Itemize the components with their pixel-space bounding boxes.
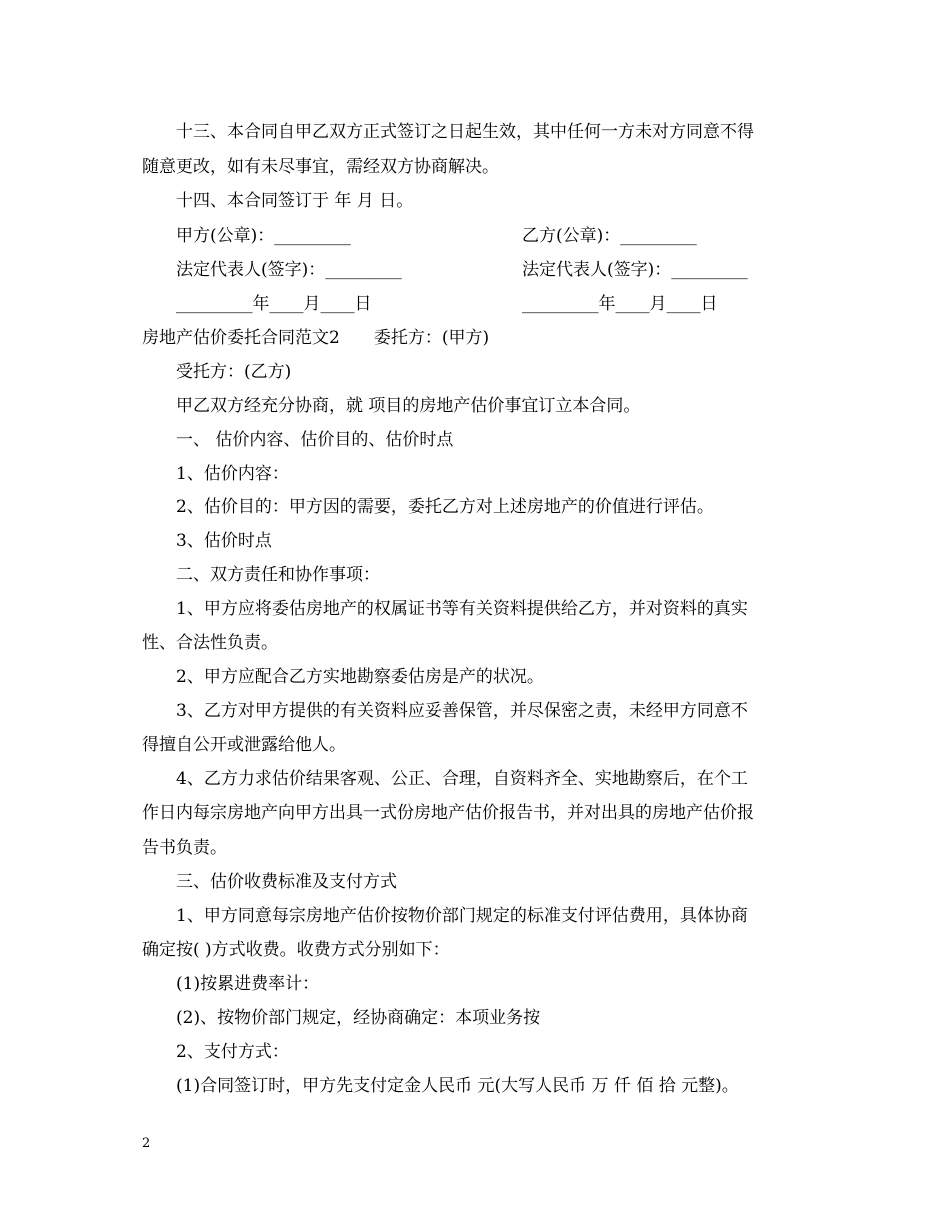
party-b-representative: 法定代表人(签字)：_________ bbox=[522, 260, 748, 280]
section-1-item-2: 2、估价目的：甲方因的需要，委托乙方对上述房地产的价值进行评估。 bbox=[176, 497, 714, 517]
party-a-seal: 甲方(公章)：_________ bbox=[176, 226, 351, 246]
clause-14: 十四、本合同签订于 年 月 日。 bbox=[176, 191, 414, 211]
page-number: 2 bbox=[142, 1136, 151, 1151]
section-3-item-1-line-1: 1、甲方同意每宗房地产估价按物价部门规定的标准支付评估费用，具体协商 bbox=[176, 906, 748, 926]
section-2-item-1-line-2: 性、合法性负责。 bbox=[142, 633, 278, 653]
section-2-item-2: 2、甲方应配合乙方实地勘察委估房是产的状况。 bbox=[176, 667, 544, 687]
trustee-line: 受托方：(乙方) bbox=[176, 362, 292, 382]
section-3-heading: 三、估价收费标准及支付方式 bbox=[176, 872, 397, 892]
section-2-item-4-line-3: 告书负责。 bbox=[142, 838, 227, 858]
party-a-representative: 法定代表人(签字)：_________ bbox=[176, 260, 402, 280]
contract-title-2: 房地产估价委托合同范文2 委托方：(甲方) bbox=[142, 328, 490, 348]
section-2-heading: 二、双方责任和协作事项： bbox=[176, 565, 380, 585]
section-2-item-3-line-2: 得擅自公开或泄露给他人。 bbox=[142, 735, 346, 755]
section-3-item-2a: (1)合同签订时，甲方先支付定金人民币 元(大写人民币 万 仟 佰 拾 元整)。 bbox=[176, 1076, 739, 1096]
section-3-item-1a: (1)按累进费率计： bbox=[176, 974, 320, 994]
section-1-item-1: 1、估价内容： bbox=[176, 464, 289, 484]
clause-13-line-2: 随意更改，如有未尽事宜，需经双方协商解决。 bbox=[142, 157, 499, 177]
clause-13-line-1: 十三、本合同自甲乙双方正式签订之日起生效，其中任何一方未对方同意不得 bbox=[176, 122, 754, 142]
section-3-item-1-line-2: 确定按( )方式收费。收费方式分别如下： bbox=[142, 940, 450, 960]
section-3-item-2: 2、支付方式： bbox=[176, 1042, 289, 1062]
intro-paragraph: 甲乙双方经充分协商，就 项目的房地产估价事宜订立本合同。 bbox=[176, 396, 641, 416]
section-3-item-1b: (2)、按物价部门规定，经协商确定：本项业务按 bbox=[176, 1008, 541, 1028]
section-2-item-1-line-1: 1、甲方应将委估房地产的权属证书等有关资料提供给乙方，并对资料的真实 bbox=[176, 599, 748, 619]
party-a-date: _________年____月____日 bbox=[176, 294, 372, 314]
section-2-item-3-line-1: 3、乙方对甲方提供的有关资料应妥善保管，并尽保密之责，未经甲方同意不 bbox=[176, 701, 748, 721]
section-2-item-4-line-1: 4、乙方力求估价结果客观、公正、合理，自资料齐全、实地勘察后，在个工 bbox=[176, 769, 748, 789]
party-b-seal: 乙方(公章)：_________ bbox=[522, 226, 697, 246]
section-1-item-3: 3、估价时点 bbox=[176, 531, 272, 551]
section-2-item-4-line-2: 作日内每宗房地产向甲方出具一式份房地产估价报告书，并对出具的房地产估价报 bbox=[142, 803, 754, 823]
section-1-heading: 一、 估价内容、估价目的、估价时点 bbox=[176, 430, 454, 450]
party-b-date: _________年____月____日 bbox=[522, 294, 718, 314]
